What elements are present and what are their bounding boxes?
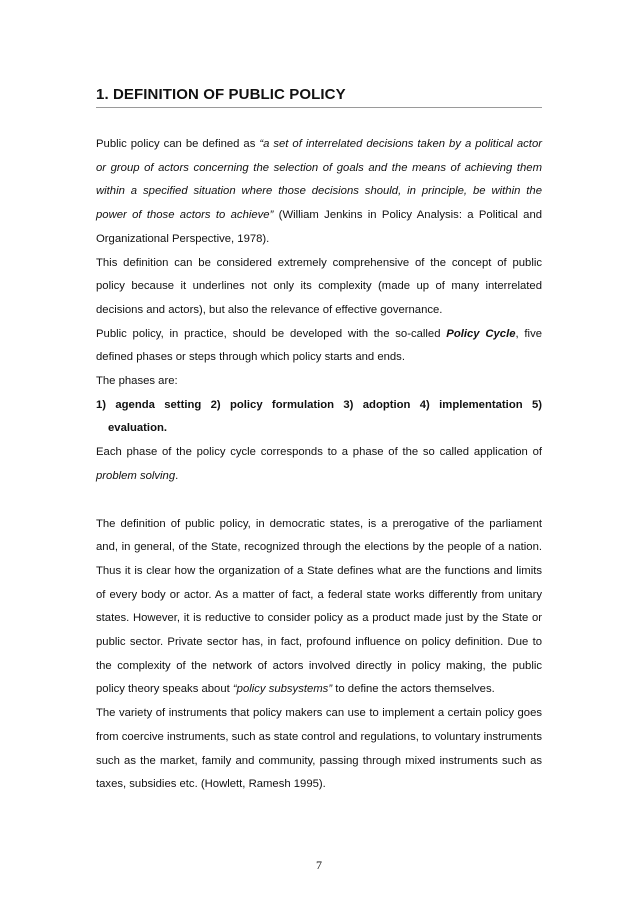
policy-cycle-intro: Public policy, in practice, should be developed with the so-called [96,327,447,340]
paragraph-democratic-states [96,513,542,703]
definition-quote: “a set of interrelated decisions taken by a political actor or group of actors concerning the selection of goals and the means of achieving them within a specified situation where those decisions should, in principle, be within the power of those actors to achieve” [96,138,542,222]
definition-intro: Public policy can be defined as [96,138,260,150]
phases-list: 1) agenda setting 2) policy formulation 3) adoption 4) implementation 5) evaluation. [96,398,542,435]
paragraph-instruments: The variety of instruments that policy makers can use to implement a certain policy goes from coercive instruments, such as state control and regulations, to voluntary instruments such as the market, family and community, passing through mixed instruments such as taxes, subsidies etc. (Howlett, Ramesh 1995). [96,707,542,791]
democratic-states-end: to define the actors themselves. [332,683,495,696]
definition-citation: (William Jenkins in Policy Analysis: a Political and Organizational Perspective, 1978). [96,209,543,245]
paragraph-problem-solving [96,441,542,488]
section-heading: 1. DEFINITION OF PUBLIC POLICY [96,86,542,108]
problem-solving-intro: Each phase of the policy cycle corresponds to a phase of the so called application of [96,446,542,459]
paragraph-comprehensive: This definition can be considered extremely comprehensive of the concept of public policy because it underlines not only its complexity (made up of many interrelated decisions and actors), but also the relevance of effective governance. [96,256,542,316]
paragraph-spacer [96,489,542,513]
democratic-states-text: The definition of public policy, in democratic states, is a prerogative of the parliament and, in general, of the State, recognized through the elections by the people of a nation. Thus it is clear how the organization of a State defines what are the functions and limits of every body or actor. As a matter of fact, a federal state works differently from unitary states. However, it is reductive to consider policy as a product made just by the State or public sector. Private sector has, in fact, profound influence on policy definition. Due to the complexity of the network of actors involved directly in policy making, the public policy theory speaks about [96,517,542,696]
body-text [96,133,542,797]
paragraph-definition [96,133,542,252]
policy-cycle-term: Policy Cycle [446,327,516,340]
problem-solving-term: problem solving [96,469,176,482]
page-number: 7 [316,858,322,872]
policy-cycle-rest: , five defined phases or steps through which policy starts and ends. [96,327,543,364]
problem-solving-end: . [175,469,179,482]
paragraph-policy-cycle [96,323,542,370]
paragraph-phases-intro: The phases are: [96,375,178,388]
policy-subsystems-term: “policy subsystems” [232,683,333,696]
